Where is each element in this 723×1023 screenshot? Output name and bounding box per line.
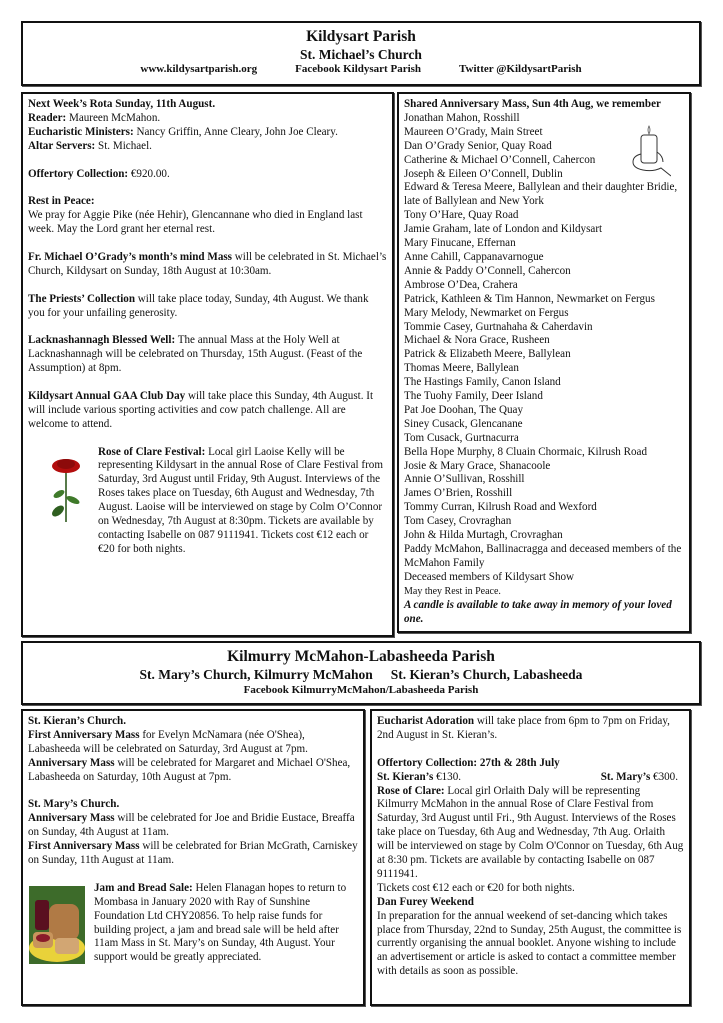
parish2-facebook[interactable]: Facebook KilmurryMcMahon/Labasheeda Parish (243, 684, 479, 696)
jam-sale-text: Helen Flanagan hopes to return to Mombasa in January 2020 with Ray of Sunshine Foundation Ltd CHY20856. To help raise funds for building project, a jam and bread sale will be held after 11am Mass in St. Mary’s on Sunday, 4th August. Your support would be greatly appreciated. (94, 881, 347, 964)
list-item: Patrick, Kathleen & Tim Hannon, Newmarket on Fergus (404, 292, 655, 305)
list-item: Josie & Mary Grace, Shanacoole (404, 459, 551, 472)
adoration-text: will take place from 6pm to 7pm on Friday, 2nd August in St. Kieran’s. (377, 715, 670, 741)
ministers-value: Nancy Griffin, Anne Cleary, John Joe Cleary. (133, 125, 338, 138)
k1-label: First Anniversary Mass (28, 728, 140, 741)
m1-label: Anniversary Mass (28, 812, 115, 825)
furey-text: In preparation for the annual weekend of set-dancing which takes place from Thursday, 22nd to Sunday, 25th August, the committee is currently organising the annual booklet. Anyone wishing to include an advertisement or article is asked to contact a committee member with details as soon as possible. (377, 909, 682, 978)
list-item: Tommie Casey, Gurtnahaha & Caherdavin (404, 320, 593, 333)
blessed-well-text: The annual Mass at the Holy Well at Lacknashannagh will be celebrated on Thursday, 15th August. (Feast of the Assumption) at 8pm. (28, 334, 363, 375)
candle-note: A candle is available to take away in memory of your loved one. (404, 598, 672, 625)
gaa-label: Kildysart Annual GAA Club Day (28, 389, 186, 402)
list-item: Paddy McMahon, Ballinacragga and deceased members of the McMahon Family (404, 543, 682, 569)
facebook-link[interactable]: Facebook Kildysart Parish (295, 63, 422, 75)
furey-heading: Dan Furey Weekend (377, 895, 474, 908)
kieran-heading: St. Kieran’s Church. (28, 715, 127, 727)
k2-label: Anniversary Mass (28, 756, 115, 769)
mary-offertory-label: St. Mary’s (600, 770, 651, 783)
offertory-value: €920.00. (128, 167, 170, 180)
list-item: Dan O’Grady Senior, Quay Road (404, 139, 552, 152)
list-item: Ambrose O’Dea, Crahera (404, 278, 518, 291)
adoration-label: Eucharist Adoration (377, 715, 475, 727)
website-link[interactable]: www.kildysartparish.org (140, 63, 258, 75)
list-item: Bella Hope Murphy, 8 Cluain Chormaic, Kilrush Road (404, 445, 648, 458)
list-item: Mary Melody, Newmarket on Fergus (404, 306, 569, 319)
kildysart-notices (21, 92, 394, 637)
list-item: Tom Cusack, Gurtnacurra (404, 431, 519, 444)
list-item: Mary Finucane, Effernan (404, 237, 516, 250)
list-item: Maureen O’Grady, Main Street (404, 125, 543, 138)
jam-bread-image (29, 886, 85, 964)
rose-of-clare-section (28, 446, 387, 557)
list-item: James O’Brien, Rosshill (404, 487, 513, 500)
list-item: Anne Cahill, Cappanavarnogue (404, 250, 544, 263)
rose-festival-label: Rose of Clare Festival: (98, 445, 206, 458)
parish2-title: Kilmurry McMahon-Labasheeda Parish (227, 648, 495, 665)
list-item: Deceased members of Kildysart Show (404, 570, 575, 583)
rip-heading: Rest in Peace: (28, 195, 95, 208)
church1-name: St. Mary’s Church, Kilmurry McMahon (139, 667, 373, 682)
rose2-label: Rose of Clare: (377, 784, 445, 797)
offertory2-values (377, 771, 684, 785)
kieran-offertory-label: St. Kieran’s (377, 770, 434, 783)
m2-text: will be celebrated for Brian McGrath, Carniskey on Sunday, 11th August at 11am. (28, 840, 358, 867)
kilmurry-notices-right (370, 709, 691, 1006)
m1-text: will be celebrated for Joe and Bridie Eustace, Breaffa on Sunday, 4th August at 11am. (28, 812, 355, 839)
list-item: Tommy Curran, Kilrush Road and Wexford (404, 501, 597, 514)
list-item: The Hastings Family, Canon Island (404, 376, 561, 389)
list-item: John & Hilda Murtagh, Crovraghan (404, 529, 563, 542)
list-item: Annie & Paddy O’Connell, Cahercon (404, 264, 571, 277)
parish-title: Kildysart Parish (306, 28, 416, 45)
church2-name: St. Kieran’s Church, Labasheeda (390, 667, 583, 682)
kilmurry-header (21, 641, 701, 705)
list-item: Jonathan Mahon, Rosshill (404, 111, 520, 124)
rota-heading: Next Week’s Rota Sunday, 11th August. (28, 98, 216, 110)
list-item: Michael & Nora Grace, Rusheen (404, 334, 550, 347)
rose2-tickets: Tickets cost €12 each or €20 for both nights. (377, 881, 575, 894)
names-list (404, 112, 686, 585)
kieran-offertory-value: €130. (433, 770, 462, 783)
list-item: Joseph & Eileen O’Connell, Dublin (404, 167, 563, 180)
list-item: Thomas Meere, Ballylean (404, 362, 519, 375)
list-item: Jamie Graham, late of London and Kildysart (404, 223, 603, 236)
offertory-label: Offertory Collection: (28, 167, 129, 180)
list-item: Annie O’Sullivan, Rosshill (404, 473, 525, 486)
reader-label: Reader: (28, 111, 67, 124)
list-item: Edward & Teresa Meere, Ballylean and their daughter Bridie, late of Ballylean and New York (404, 181, 678, 208)
list-item: The Tuohy Family, Deer Island (404, 390, 543, 403)
jam-sale-label: Jam and Bread Sale: (94, 881, 193, 894)
anniversary-mass-list (397, 92, 691, 633)
gaa-text: will take place this Sunday, 4th August. It will include various sporting activities and cow patch challenge. All are welcome to attend. (28, 389, 374, 430)
rose-festival-text: Local girl Laoise Kelly will be representing Kildysart in the annual Rose of Clare Festival from Saturday, 3rd August until Friday, 9th August. Interviews of the Roses takes place on Tuesday, 6th August and Wednesday, 7th August. Laoise will be interviewed on stage by Colm O’Connor on Wednesday, 7th August at 8:30pm. Tickets are available by contacting Isabelle on 087 9111941. Tickets cost €12 each or €20 for both nights. (98, 445, 383, 555)
mary-heading: St. Mary’s Church. (28, 798, 120, 811)
ministers-label: Eucharistic Ministers: (28, 125, 134, 138)
rip-line: May they Rest in Peace. (404, 585, 501, 597)
kildysart-header (21, 21, 701, 86)
twitter-link[interactable]: Twitter @KildysartParish (459, 63, 582, 75)
reader-value: Maureen McMahon. (66, 111, 161, 124)
anniversary-heading: Shared Anniversary Mass, Sun 4th Aug, we remember (404, 98, 661, 110)
m2-label: First Anniversary Mass (28, 840, 140, 853)
list-item: Patrick & Elizabeth Meere, Ballylean (404, 348, 571, 361)
list-item: Siney Cusack, Glencanane (404, 417, 523, 430)
servers-value: St. Michael. (95, 139, 152, 152)
rose2-text: Local girl Orlaith Daly will be representing Kilmurry McMahon in the annual Rose of Clare Festival from Saturday, 3rd August until Fri., 9th August. Interviews of the Roses take place on Tuesday, 6th Aug and Wednesday, 7th Aug. Orlaith will be interviewed on stage by Colm O'Connor on Tuesday, 6th Aug at 8:30 pm. Tickets are available by contacting Isabelle on 087 9111941. (377, 784, 684, 880)
candle-icon (623, 122, 671, 182)
servers-label: Altar Servers: (28, 139, 96, 152)
mind-mass-label: Fr. Michael O’Grady’s month’s mind Mass (28, 250, 232, 263)
church-name: St. Michael’s Church (300, 47, 422, 62)
k2-text: will be celebrated for Margaret and Michael O'Shea, Labasheeda on Saturday, 10th August at 7pm. (28, 756, 351, 783)
priests-collection-text: will take place today, Sunday, 4th August. We thank you for your unfailing generosity. (28, 292, 369, 319)
rose-icon (46, 456, 86, 526)
list-item: Tom Casey, Crovraghan (404, 515, 512, 528)
rip-text: We pray for Aggie Pike (née Hehir), Glencannane who died in England last week. May the Lord grant her eternal rest. (28, 209, 363, 236)
k1-text: for Evelyn McNamara (née O'Shea), Labasheeda will be celebrated on Saturday, 3rd August at 7pm. (28, 728, 308, 755)
list-item: Tony O’Hare, Quay Road (404, 209, 519, 222)
mind-mass-text: will be celebrated in St. Michael’s Church, Kildysart on Sunday, 18th August at 10:30am. (28, 250, 387, 277)
kilmurry-notices-left (21, 709, 365, 1006)
list-item: Pat Joe Doohan, The Quay (404, 403, 524, 416)
offertory2-heading: Offertory Collection: 27th & 28th July (377, 756, 560, 769)
priests-collection-label: The Priests’ Collection (28, 292, 136, 305)
mary-offertory-value: €300. (650, 770, 678, 783)
list-item: Catherine & Michael O’Connell, Cahercon (404, 153, 596, 166)
blessed-well-label: Lacknashannagh Blessed Well: (28, 334, 176, 347)
jam-sale-section (28, 882, 358, 965)
